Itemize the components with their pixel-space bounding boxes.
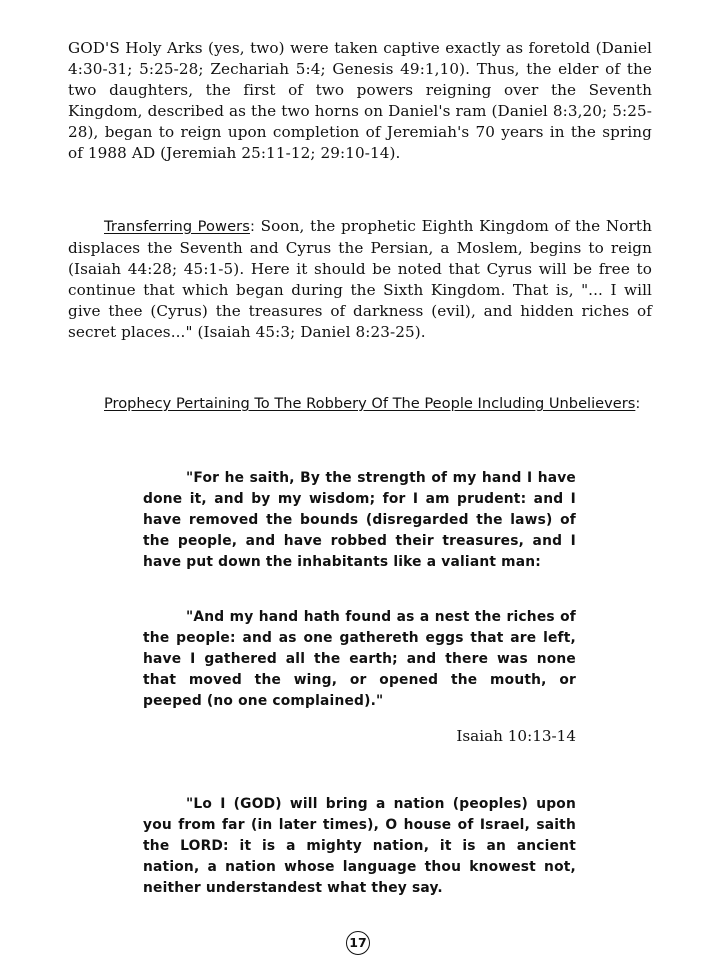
scripture-citation: Isaiah 10:13-14 (456, 727, 576, 745)
section-heading-transferring-powers: Transferring Powers (104, 218, 250, 235)
section-heading-prophecy-block (68, 394, 652, 415)
section-heading-prophecy: Prophecy Pertaining To The Robbery Of The People Including Unbelievers (104, 395, 636, 412)
page-number-badge: 17 (346, 931, 370, 955)
paragraph-transferring-powers (68, 216, 652, 342)
heading-colon: : (635, 395, 641, 412)
scripture-quote-nest-of-riches: "And my hand hath found as a nest the riches of the people: and as one gathereth eggs that are left, have I gathered all the earth; and there was none that moved the wing, or opened the mouth, or peeped (no one complained)." (143, 609, 576, 709)
paragraph-holy-arks: GOD'S Holy Arks (yes, two) were taken captive exactly as foretold (Daniel 4:30-31; 5:25-28; Zechariah 5:4; Genesis 49:1,10). Thus, the elder of the two daughters, the first of two powers reigning over the Seventh Kingdom, described as the two horns on Daniel's ram (Daniel 8:3,20; 5:25-28), began to reign upon completion of Jeremiah's 70 years in the spring of 1988 AD (Jeremiah 25:11-12; 29:10-14). (68, 39, 652, 162)
paragraph-transferring-body: Soon, the prophetic Eighth Kingdom of the North displaces the Seventh and Cyrus the Persian, a Moslem, begins to reign (Isaiah 44:28; 45:1-5). Here it should be noted that Cyrus will be free to continue that which began during the Sixth Kingdom. That is, "... I will give thee (Cyrus) the treasures of darkness (evil), and hidden riches of secret places..." (Isaiah 45:3; Daniel 8:23-25). (68, 217, 652, 341)
heading-colon: : (249, 218, 256, 235)
scripture-quote-nation-from-far: "Lo I (GOD) will bring a nation (peoples) upon you from far (in later times), O house of Israel, saith the LORD: it is a mighty nation, it is an ancient nation, a nation whose language thou knowest not, neither understandest what they say. (143, 796, 576, 896)
scripture-quote-strength-of-hand: "For he saith, By the strength of my hand I have done it, and by my wisdom; for I am prudent: and I have removed the bounds (disregarded the laws) of the people, and have robbed their treasures, and I have put down the inhabitants like a valiant man: (143, 470, 576, 570)
